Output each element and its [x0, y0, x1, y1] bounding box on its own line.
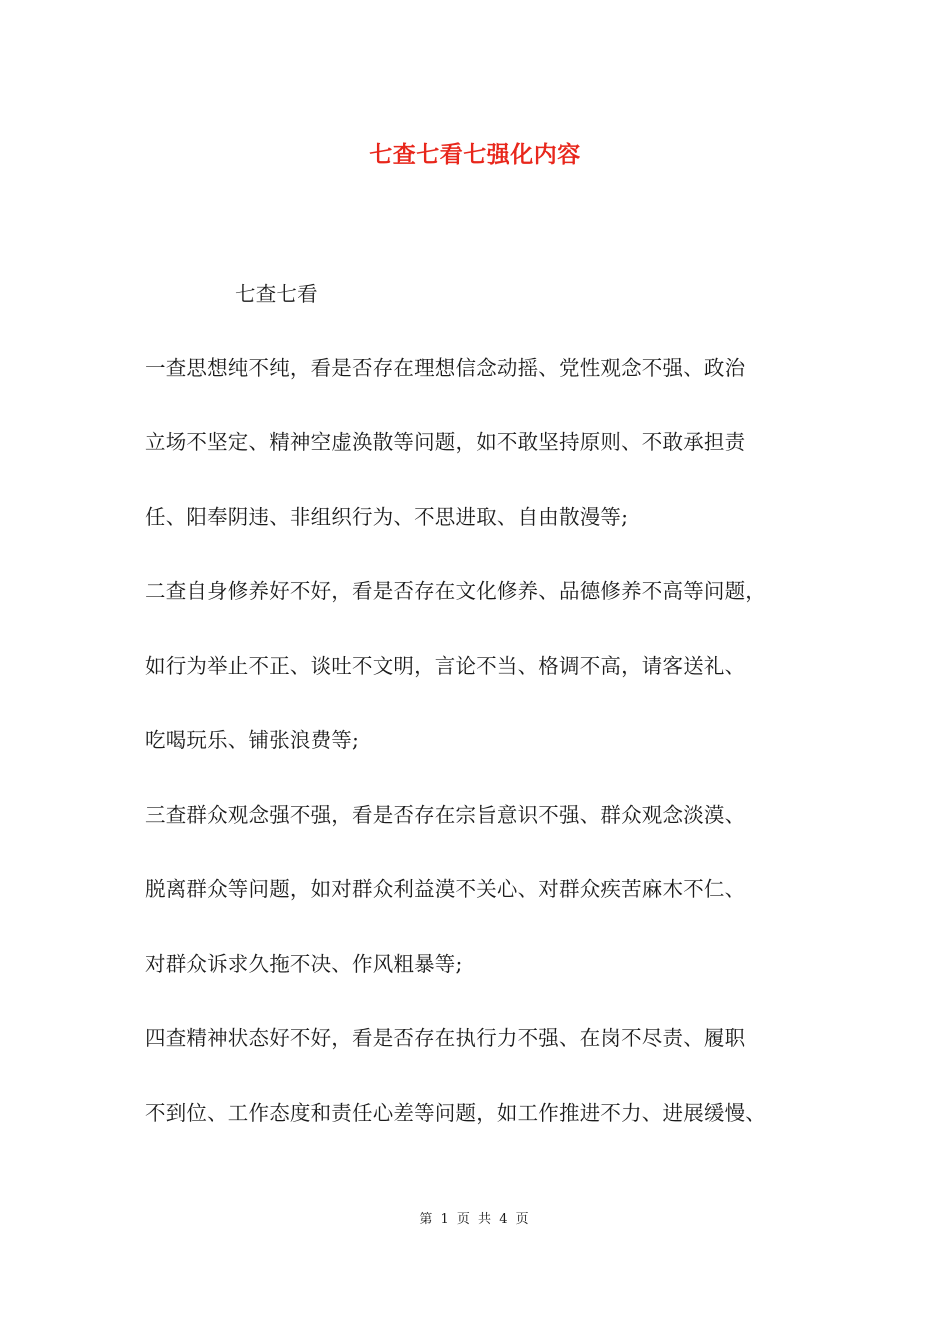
paragraph-line: 如行为举止不正、谈吐不文明，言论不当、格调不高，请客送礼、	[145, 654, 746, 678]
paragraph-line: 一查思想纯不纯，看是否存在理想信念动摇、党性观念不强、政治	[145, 356, 746, 380]
paragraph-line: 二查自身修养好不好，看是否存在文化修养、品德修养不高等问题，	[145, 579, 766, 603]
document-title: 七查七看七强化内容	[369, 141, 581, 168]
paragraph-line: 吃喝玩乐、铺张浪费等;	[145, 728, 360, 752]
paragraph-line: 脱离群众等问题，如对群众利益漠不关心、对群众疾苦麻木不仁、	[145, 877, 746, 901]
paragraph-line: 任、阳奉阴违、非组织行为、不思进取、自由散漫等;	[145, 505, 629, 529]
paragraph-line: 对群众诉求久拖不决、作风粗暴等;	[145, 952, 463, 976]
section-heading: 七查七看	[235, 282, 318, 306]
paragraph-line: 立场不坚定、精神空虚涣散等问题，如不敢坚持原则、不敢承担责	[145, 430, 746, 454]
paragraph-line: 四查精神状态好不好，看是否存在执行力不强、在岗不尽责、履职	[145, 1026, 746, 1050]
page-footer: 第 1 页 共 4 页	[419, 1212, 531, 1227]
paragraph-line: 三查群众观念强不强，看是否存在宗旨意识不强、群众观念淡漠、	[145, 803, 746, 827]
paragraph-line: 不到位、工作态度和责任心差等问题，如工作推进不力、进展缓慢、	[145, 1101, 766, 1125]
